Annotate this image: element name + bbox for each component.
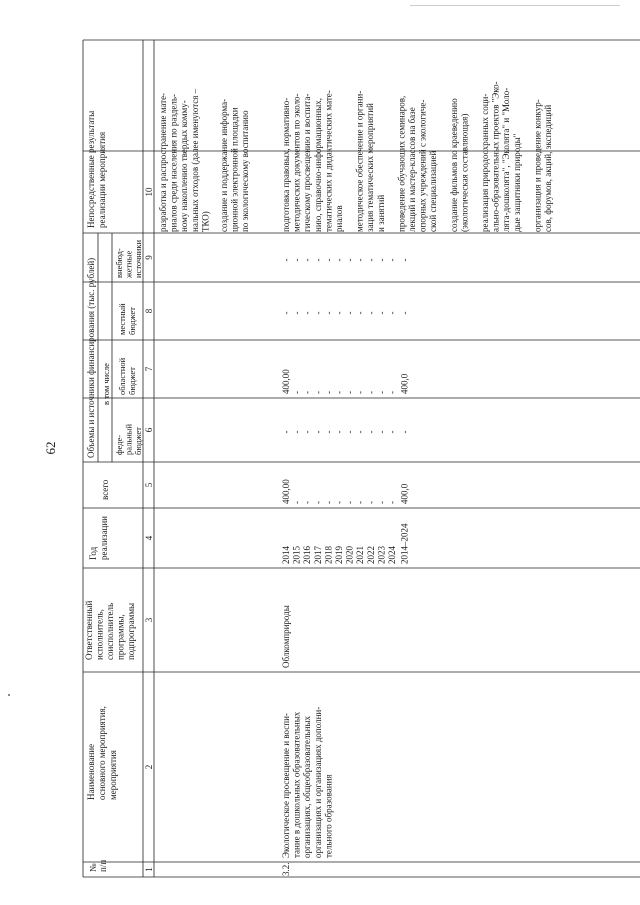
row-result-line: опорных учреждений с экологиче- — [417, 99, 428, 232]
row-regional: - — [344, 391, 355, 394]
carryover-result-line: по экологическому воспитанию — [240, 110, 251, 232]
header-results-line: реализации мероприятия — [97, 131, 107, 228]
row-local: - — [291, 311, 302, 315]
row-federal: - — [387, 430, 397, 434]
header-local-line: бюджет — [127, 307, 137, 335]
header-executor-line: подпрограммы — [126, 602, 136, 660]
row-year: 2014 — [281, 546, 291, 564]
column-number: 5 — [144, 482, 154, 488]
row-total: - — [344, 501, 355, 504]
header-number-line: п/п — [98, 859, 108, 872]
row-extrabudgetary: - — [355, 258, 366, 262]
row-federal: - — [281, 430, 291, 434]
row-number: 3.2. — [281, 862, 291, 876]
row-result-line: создание фильмов по краеведению — [448, 98, 459, 232]
row-result-line: методических документов по эколо- — [291, 93, 302, 232]
row-local: - — [387, 311, 397, 315]
row-regional: - — [355, 391, 366, 394]
header-federal-line: бюджет — [133, 427, 143, 455]
header-executor-line: Ответственный — [84, 600, 94, 660]
column-number: 7 — [144, 366, 154, 372]
row-extrabudgetary: - — [376, 258, 387, 262]
row-federal: - — [291, 430, 302, 434]
carryover-result-line: ционной электронной площадки — [229, 107, 240, 232]
row-local: - — [376, 311, 387, 315]
row-federal: - — [334, 430, 344, 434]
row-extrabudgetary: - — [344, 258, 355, 262]
header-year-line: реализации — [99, 516, 109, 560]
carryover-result-line: ТКО) — [200, 211, 211, 232]
row-name-line: тание в дошкольных образовательных — [291, 711, 302, 858]
row-local: - — [355, 311, 366, 315]
row-local: - — [302, 311, 313, 315]
header-name-line: Наименование — [86, 743, 96, 800]
column-number: 9 — [144, 255, 154, 260]
row-year: 2023 — [376, 546, 387, 564]
row-name-line: организациях и организациях дополни- — [312, 706, 323, 858]
row-year: 2015 — [291, 546, 302, 564]
row-year: 2016 — [302, 546, 313, 564]
header-federal-line: феде- — [114, 434, 124, 455]
row-result-line: тематических и дидактических мате- — [323, 90, 334, 232]
row-federal: - — [344, 430, 355, 434]
row-regional: 400,0 — [399, 373, 410, 394]
column-number: 4 — [144, 535, 154, 541]
header-name-line: основного мероприятия, — [97, 706, 107, 800]
row-local: - — [344, 311, 355, 315]
header-extrabudgetary-line: жетные — [123, 250, 134, 278]
row-regional: - — [376, 391, 387, 394]
carryover-result-line: ному накоплению твердых комму- — [179, 100, 190, 232]
header-extrabudgetary-line: источники — [133, 239, 143, 278]
row-result-line: риалов — [334, 205, 344, 232]
row-result-line: (экологическая составляющая) — [459, 113, 470, 232]
row-extrabudgetary: - — [323, 258, 334, 262]
row-year: 2021 — [355, 546, 366, 564]
carryover-result-line: риалов среди населения по раздель- — [168, 94, 179, 232]
row-regional: - — [302, 391, 313, 394]
row-year: 2018 — [323, 546, 334, 564]
row-federal: - — [355, 430, 366, 434]
row-year: 2020 — [344, 546, 355, 564]
page-number: 62 — [43, 441, 58, 455]
row-name-line: Экологическое просвещение и воспи- — [281, 713, 291, 858]
row-year: 2019 — [334, 546, 344, 564]
row-result-line: лекций и мастер-классов на базе — [407, 107, 417, 232]
row-result-line: нию, справочно-информационных, — [312, 98, 323, 232]
row-result-line: сов, форумов, акций, экспедиций — [543, 104, 553, 232]
row-name-line: организациях, общеобразовательных — [302, 715, 313, 858]
row-result-line: организация и проведение конкур- — [532, 99, 543, 232]
row-local: - — [334, 311, 344, 315]
row-local: - — [312, 311, 323, 315]
header-extrabudgetary-line: внебюд- — [114, 248, 124, 278]
row-result-line: подготовка правовых, нормативно- — [281, 97, 291, 232]
header-regional-line: областной — [117, 357, 127, 395]
row-result-line: методическое обеспечение и органи- — [354, 90, 365, 232]
row-total: - — [312, 501, 323, 504]
row-regional: 400,00 — [281, 369, 291, 394]
row-extrabudgetary: - — [387, 258, 397, 262]
row-regional: - — [387, 391, 397, 394]
header-number-line: № — [88, 863, 98, 872]
header-executor-line: соисполнитель — [105, 602, 115, 660]
row-result-line: и занятий — [375, 194, 386, 232]
header-executor-line: исполнитель, — [94, 609, 105, 660]
row-total: - — [291, 501, 302, 504]
row-local: - — [281, 311, 291, 315]
row-federal: - — [312, 430, 323, 434]
header-results-line: Непосредственные результаты — [86, 110, 96, 228]
row-total: - — [387, 501, 397, 504]
row-total: 400,00 — [281, 479, 291, 504]
row-local: - — [365, 311, 376, 315]
row-local: - — [399, 311, 410, 315]
row-total: - — [334, 501, 344, 504]
row-result-line: дые защитники природы" — [511, 133, 522, 232]
row-result-line: реализация природоохранных соци- — [480, 93, 490, 232]
row-extrabudgetary: - — [312, 258, 323, 262]
row-federal: - — [365, 430, 376, 434]
row-federal: - — [399, 430, 410, 434]
row-result-line: проведение обучающих семинаров, — [396, 95, 407, 232]
header-federal-line: ральный — [123, 423, 134, 455]
row-year: 2024 — [387, 546, 397, 564]
row-total: - — [302, 501, 313, 504]
row-extrabudgetary: - — [302, 258, 313, 262]
row-federal: - — [302, 430, 313, 434]
header-local-line: местный — [117, 303, 127, 335]
row-year: 2017 — [312, 546, 323, 564]
row-total: - — [376, 501, 387, 504]
row-name-line: тельного образования — [323, 774, 334, 858]
row-regional: - — [334, 391, 344, 394]
row-year: 2022 — [365, 546, 376, 564]
row-total: - — [355, 501, 366, 504]
column-number: 1 — [144, 867, 154, 872]
header-total: всего — [100, 479, 110, 500]
row-result-line: гическому просвещению и воспита- — [302, 93, 313, 232]
row-executor: Облкомприроды — [281, 605, 291, 668]
header-executor-line: программы, — [115, 614, 126, 660]
carryover-result-line: создание и поддержание информа- — [219, 98, 229, 232]
row-year: 2014–2024 — [399, 523, 410, 564]
header-regional-line: бюджет — [127, 367, 137, 395]
header-including: в том числе — [101, 363, 111, 405]
row-regional: - — [323, 391, 334, 394]
column-number: 3 — [144, 617, 154, 623]
row-result-line: лята-дошколята", "Эколята" и "Моло- — [501, 87, 512, 232]
row-federal: - — [376, 430, 387, 434]
row-regional: - — [365, 391, 376, 394]
row-extrabudgetary: - — [399, 258, 410, 262]
row-regional: - — [312, 391, 323, 394]
header-funding-group: Объемы и источники финансирования (тыс. рублей) — [86, 257, 96, 458]
row-extrabudgetary: - — [281, 258, 291, 262]
carryover-result-line: разработка и распространение мате- — [158, 92, 168, 232]
column-number: 8 — [144, 308, 154, 314]
column-number: 2 — [144, 764, 154, 770]
header-name-line: мероприятия — [108, 750, 118, 800]
row-federal: - — [323, 430, 334, 434]
row-local: - — [323, 311, 334, 315]
row-result-line: ской специализацией — [428, 150, 439, 232]
column-number: 6 — [144, 427, 154, 433]
row-result-line: ально-образовательных проектов "Эко- — [490, 81, 501, 232]
row-result-line: зация тематических мероприятий — [365, 103, 376, 232]
column-number: 10 — [144, 187, 154, 197]
row-regional: - — [291, 391, 302, 394]
row-total: 400,0 — [399, 483, 410, 504]
row-total: - — [365, 501, 376, 504]
carryover-result-line: нальных отходов (далее именуются – — [189, 88, 200, 232]
row-extrabudgetary: - — [291, 258, 302, 262]
header-year-line: Год — [88, 546, 98, 560]
row-extrabudgetary: - — [334, 258, 344, 262]
row-total: - — [323, 501, 334, 504]
row-extrabudgetary: - — [365, 258, 376, 262]
